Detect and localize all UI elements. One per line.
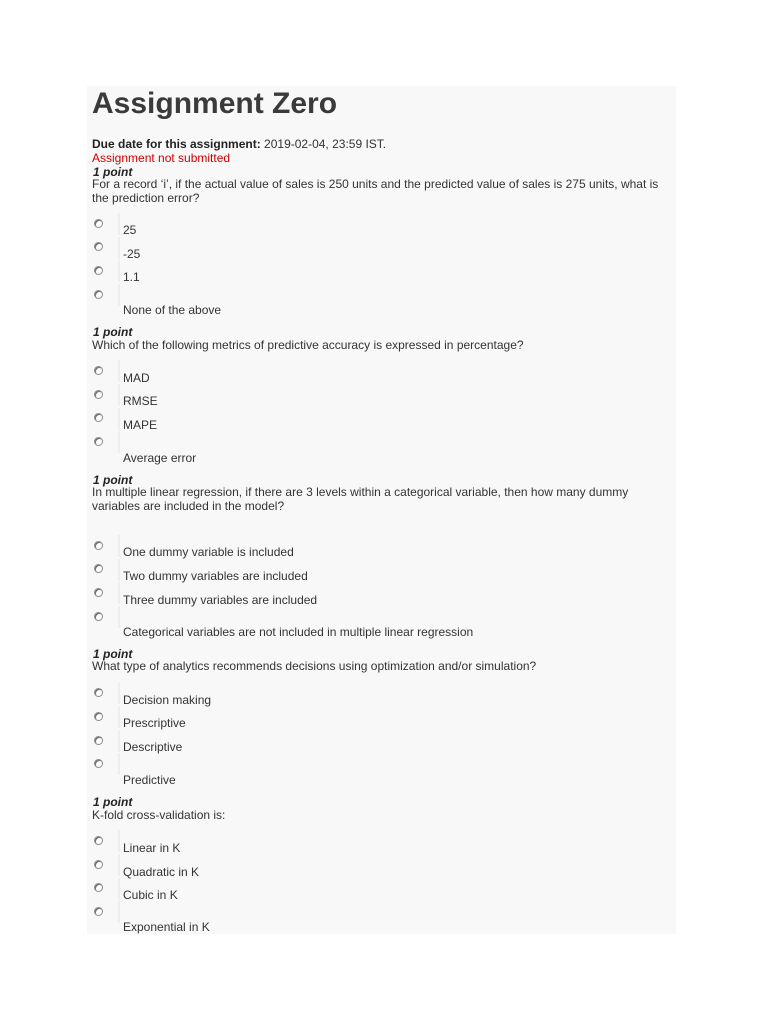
question-5-option-1-label[interactable]: Linear in K xyxy=(123,841,181,855)
page-title: Assignment Zero xyxy=(92,87,338,120)
question-5-points: 1 point xyxy=(93,795,133,809)
question-5-option-4-radio[interactable] xyxy=(94,907,103,916)
question-1-points: 1 point xyxy=(93,165,133,179)
due-date-value: 2019-02-04, 23:59 IST. xyxy=(264,137,387,151)
question-3-points: 1 point xyxy=(93,473,133,487)
question-5-option-4-label[interactable]: Exponential in K xyxy=(123,920,210,934)
submission-status: Assignment not submitted xyxy=(92,151,231,165)
question-3-option-1-label[interactable]: One dummy variable is included xyxy=(123,545,294,559)
question-1-option-3-label[interactable]: 1.1 xyxy=(123,270,140,284)
question-3-option-4-radio[interactable] xyxy=(94,612,103,621)
question-4-option-1-radio[interactable] xyxy=(94,688,103,697)
question-1-option-4-radio[interactable] xyxy=(94,290,103,299)
question-5-option-4-cell xyxy=(118,901,120,923)
due-date-label: Due date for this assignment: xyxy=(92,137,261,151)
question-4-option-4-radio[interactable] xyxy=(94,759,103,768)
question-4-option-3-radio[interactable] xyxy=(94,736,103,745)
question-2-option-2-radio[interactable] xyxy=(94,390,103,399)
question-4-option-3-label[interactable]: Descriptive xyxy=(123,740,183,754)
question-3-option-1-radio[interactable] xyxy=(94,541,103,550)
question-3-option-4-label[interactable]: Categorical variables are not included in multiple linear regression xyxy=(123,625,474,639)
question-4-option-4-cell xyxy=(118,753,120,775)
question-4-option-2-radio[interactable] xyxy=(94,712,103,721)
question-2-option-2-label[interactable]: RMSE xyxy=(123,394,158,408)
question-1-option-3-radio[interactable] xyxy=(94,266,103,275)
due-date xyxy=(92,137,386,151)
question-5-option-2-label[interactable]: Quadratic in K xyxy=(123,865,200,879)
question-1-option-4-label[interactable]: None of the above xyxy=(123,303,222,317)
question-3-text: In multiple linear regression, if there are 3 levels within a categorical variable, then how many dummy variables are included in the model? xyxy=(92,485,629,513)
question-2-option-3-cell xyxy=(118,408,120,430)
question-3-option-4-cell xyxy=(118,606,120,628)
question-2-option-4-radio[interactable] xyxy=(94,437,103,446)
question-5-option-1-cell xyxy=(118,830,120,852)
question-3-option-3-radio[interactable] xyxy=(94,588,103,597)
question-1-option-1-label[interactable]: 25 xyxy=(123,223,137,237)
question-2-option-1-radio[interactable] xyxy=(94,366,103,375)
question-2-option-1-cell xyxy=(118,360,120,382)
question-3-option-3-cell xyxy=(118,582,120,604)
question-5-option-3-radio[interactable] xyxy=(94,883,103,892)
question-1-option-4-cell xyxy=(118,284,120,306)
question-2-text: Which of the following metrics of predictive accuracy is expressed in percentage? xyxy=(92,338,524,352)
question-4-option-1-label[interactable]: Decision making xyxy=(123,693,212,707)
question-3-option-2-radio[interactable] xyxy=(94,564,103,573)
question-4-points: 1 point xyxy=(93,647,133,661)
question-4-text: What type of analytics recommends decisions using optimization and/or simulation? xyxy=(92,659,537,673)
question-5-option-3-label[interactable]: Cubic in K xyxy=(123,888,178,902)
question-2-points: 1 point xyxy=(93,325,133,339)
question-1-option-2-radio[interactable] xyxy=(94,242,103,251)
question-4-option-4-label[interactable]: Predictive xyxy=(123,773,176,787)
question-5-text: K-fold cross-validation is: xyxy=(92,808,226,822)
question-5-option-2-cell xyxy=(118,854,120,876)
question-5-option-2-radio[interactable] xyxy=(94,860,103,869)
question-1-text: For a record ‘i’, if the actual value of sales is 250 units and the predicted value of sales is 275 units, what is the prediction error? xyxy=(92,177,659,205)
question-2-option-4-cell xyxy=(118,431,120,453)
question-1-option-1-cell xyxy=(118,213,120,235)
question-5-option-3-cell xyxy=(118,878,120,900)
question-3-option-3-label[interactable]: Three dummy variables are included xyxy=(123,593,318,607)
question-4-option-2-cell xyxy=(118,706,120,728)
question-1-option-2-label[interactable]: -25 xyxy=(123,247,141,261)
question-2-option-4-label[interactable]: Average error xyxy=(123,451,197,465)
question-1-option-3-cell xyxy=(118,260,120,282)
question-3-option-1-cell xyxy=(118,535,120,557)
question-1-option-2-cell xyxy=(118,237,120,259)
question-1-option-1-radio[interactable] xyxy=(94,219,103,228)
question-2-option-1-label[interactable]: MAD xyxy=(123,371,150,385)
question-5-option-1-radio[interactable] xyxy=(94,836,103,845)
question-4-option-3-cell xyxy=(118,730,120,752)
question-2-option-2-cell xyxy=(118,384,120,406)
question-2-option-3-radio[interactable] xyxy=(94,413,103,422)
question-4-option-1-cell xyxy=(118,682,120,704)
question-3-option-2-label[interactable]: Two dummy variables are included xyxy=(123,569,308,583)
question-3-option-2-cell xyxy=(118,559,120,581)
question-2-option-3-label[interactable]: MAPE xyxy=(123,418,158,432)
question-4-option-2-label[interactable]: Prescriptive xyxy=(123,716,186,730)
